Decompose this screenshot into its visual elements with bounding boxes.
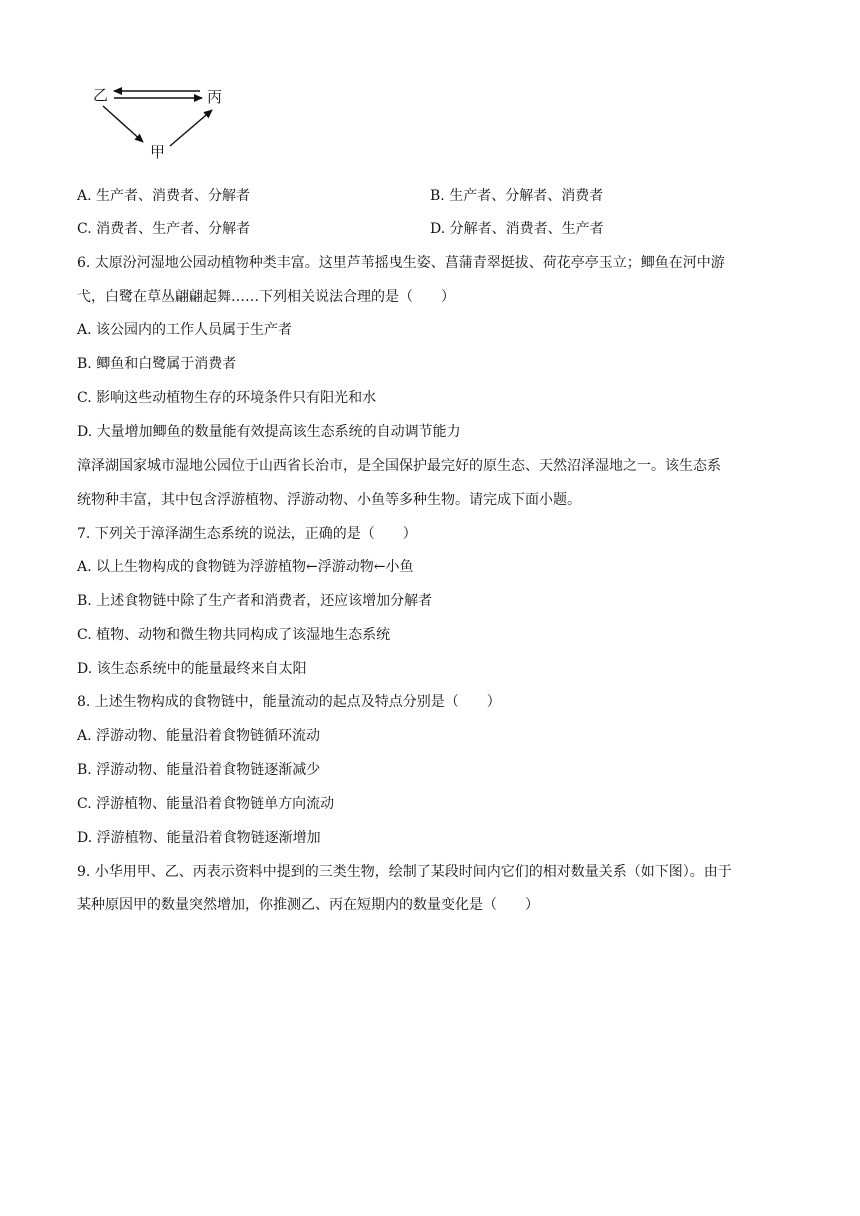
food-web-diagram (88, 80, 238, 170)
q5-option-a[interactable]: A. 生产者、消费者、分解者 (77, 188, 251, 204)
q6-option-a[interactable]: A. 该公园内的工作人员属于生产者 (77, 322, 293, 338)
q8-option-a[interactable]: A. 浮游动物、能量沿着食物链循环流动 (77, 728, 321, 744)
q8-stem: 8. 上述生物构成的食物链中，能量流动的起点及特点分别是（ ） (77, 694, 501, 710)
q5-option-b[interactable]: B. 生产者、分解者、消费者 (430, 188, 604, 204)
q8-option-c[interactable]: C. 浮游植物、能量沿着食物链单方向流动 (77, 796, 335, 812)
q7-option-a[interactable]: A. 以上生物构成的食物链为浮游植物←浮游动物←小鱼 (77, 559, 414, 575)
q6-stem-line-1: 6. 太原汾河湿地公园动植物种类丰富。这里芦苇摇曳生姿、菖蒲青翠挺拔、荷花亭亭玉立；鲫鱼在河中游 (77, 255, 725, 271)
q5-option-c[interactable]: C. 消费者、生产者、分解者 (77, 221, 251, 237)
q9-stem-line-1: 9. 小华用甲、乙、丙表示资料中提到的三类生物，绘制了某段时间内它们的相对数量关系（如下图）。由于 (77, 864, 732, 880)
q5-option-d[interactable]: D. 分解者、消费者、生产者 (430, 221, 604, 237)
node-jia: 甲 (150, 143, 166, 161)
q7-option-b[interactable]: B. 上述食物链中除了生产者和消费者，还应该增加分解者 (77, 593, 433, 609)
q7-option-c[interactable]: C. 植物、动物和微生物共同构成了该湿地生态系统 (77, 627, 391, 643)
q6-stem-line-2: 弋，白鹭在草丛翩翩起舞……下列相关说法合理的是（ ） (77, 289, 455, 305)
q7-option-d[interactable]: D. 该生态系统中的能量最终来自太阳 (77, 661, 307, 677)
material-line-2: 统物种丰富，其中包含浮游植物、浮游动物、小鱼等多种生物。请完成下面小题。 (77, 492, 581, 508)
arrow-yi-to-jia (103, 106, 143, 142)
q8-option-d[interactable]: D. 浮游植物、能量沿着食物链逐渐增加 (77, 830, 321, 846)
q9-stem-line-2: 某种原因甲的数量突然增加，你推测乙、丙在短期内的数量变化是（ ） (77, 897, 539, 913)
node-yi: 乙 (93, 86, 109, 104)
q6-option-b[interactable]: B. 鲫鱼和白鹭属于消费者 (77, 356, 237, 372)
q8-option-b[interactable]: B. 浮游动物、能量沿着食物链逐渐减少 (77, 762, 321, 778)
material-line-1: 漳泽湖国家城市湿地公园位于山西省长治市，是全国保护最完好的原生态、天然沼泽湿地之一。该生态系 (77, 458, 721, 474)
q6-option-d[interactable]: D. 大量增加鲫鱼的数量能有效提高该生态系统的自动调节能力 (77, 424, 461, 440)
q6-option-c[interactable]: C. 影响这些动植物生存的环境条件只有阳光和水 (77, 390, 377, 406)
q7-stem: 7. 下列关于漳泽湖生态系统的说法，正确的是（ ） (77, 526, 417, 542)
arrow-jia-to-bing (170, 110, 212, 146)
node-bing: 丙 (207, 88, 223, 106)
